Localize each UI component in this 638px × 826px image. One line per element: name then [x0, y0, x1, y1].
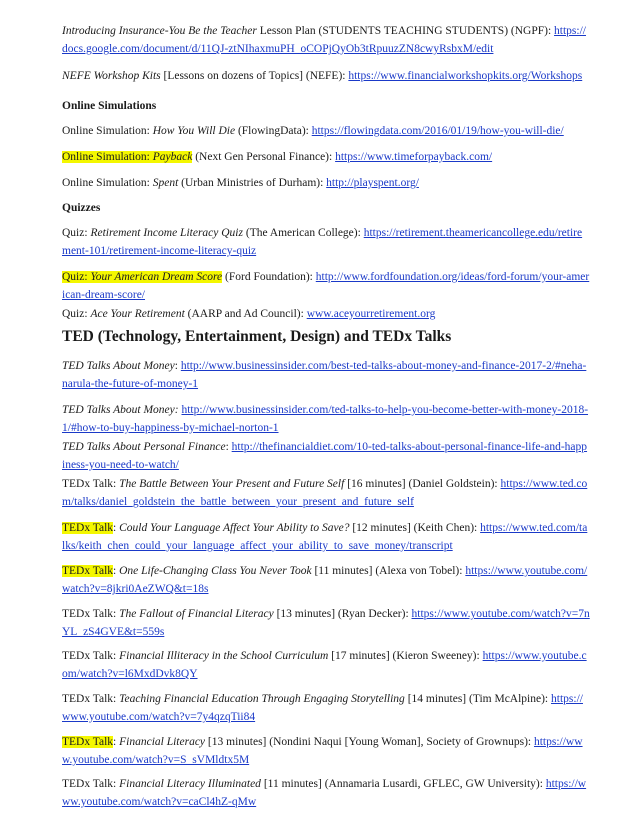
entry-text: TEDx Talk [62, 736, 114, 748]
resource-entry [62, 268, 590, 304]
resource-link[interactable]: https://www.youtube.com/watch?v=7y4qzqTii84 [62, 693, 583, 723]
resource-link[interactable]: http://www.fordfoundation.org/ideas/ford-forum/your-american-dream-score/ [62, 271, 590, 301]
entry-text: Online Simulation: [62, 125, 153, 137]
resource-link[interactable]: http://www.businessinsider.com/best-ted-talks-about-money-and-finance-2017-2/#neha-narula-the-future-of-money-1 [62, 360, 587, 390]
resource-entry [62, 305, 590, 323]
entry-text: [12 minutes] (Keith Chen): [349, 522, 481, 534]
resource-link[interactable]: http://www.businessinsider.com/ted-talks-to-help-you-become-better-with-money-2018-1/#how-to-buy-happiness-by-michael-norton-1 [62, 404, 589, 434]
resource-link[interactable]: https://flowingdata.com/2016/01/19/how-you-will-die/ [311, 125, 564, 137]
entry-text: [11 minutes] (Alexa von Tobel): [311, 565, 466, 577]
resource-link[interactable]: https://www.youtube.com/watch?v=7nYL_zS4GVE&t=559s [62, 608, 590, 638]
entry-text: Quiz: [62, 308, 91, 320]
resource-entry [62, 67, 590, 85]
section-heading-ted: TED (Technology, Entertainment, Design) and TEDx Talks [62, 328, 452, 345]
resource-entry [62, 519, 590, 555]
entry-text: [13 minutes] (Ryan Decker): [273, 608, 412, 620]
resource-title: Retirement Income Literacy Quiz [90, 227, 243, 239]
resource-link[interactable]: https://www.ted.com/talks/daniel_goldstein_the_battle_between_your_present_and_future_self [62, 478, 588, 508]
entry-text: (FlowingData): [235, 125, 312, 137]
resource-link[interactable]: https://www.ted.com/talks/keith_chen_could_your_language_affect_your_ability_to_save_money/transcript [62, 522, 588, 552]
resource-title: Could Your Language Affect Your Ability to Save? [119, 522, 350, 534]
resource-entry [62, 357, 590, 393]
resource-entry [62, 475, 590, 511]
entry-text: [14 minutes] (Tim McAlpine): [404, 693, 552, 705]
resource-link[interactable]: https://www.timeforpayback.com/ [335, 151, 493, 163]
resource-entry [62, 401, 590, 437]
resource-entry [62, 174, 590, 192]
resource-link[interactable]: http://playspent.org/ [326, 177, 419, 189]
entry-text: TEDx Talk: [62, 778, 120, 790]
resource-entry [62, 775, 590, 811]
entry-text: Lesson Plan (STUDENTS TEACHING STUDENTS) (NGPF): [256, 25, 555, 37]
resource-link[interactable]: https://docs.google.com/document/d/11QJ-ztNIhaxmuPH_oCOPjQyOb3tRpuuzZN8cwyRsbxM/edit [62, 25, 586, 55]
entry-text: Quiz: [62, 271, 91, 283]
resource-entry [62, 562, 590, 598]
resource-title: NEFE Workshop Kits [62, 70, 161, 82]
entry-text: Quiz: [62, 227, 91, 239]
resource-title: Ace Your Retirement [90, 308, 185, 320]
entry-text: [11 minutes] (Annamaria Lusardi, GFLEC, GW University): [260, 778, 546, 790]
resource-title: Financial Illiteracy in the School Curriculum [119, 650, 329, 662]
entry-text: : [225, 441, 232, 453]
entry-text: : [113, 565, 120, 577]
resource-link[interactable]: https://www.youtube.com/watch?v=l6MxdDvk8QY [62, 650, 587, 680]
resource-link[interactable]: http://thefinancialdiet.com/10-ted-talks-about-personal-finance-life-and-happiness-you-need-to-watch/ [62, 441, 588, 471]
resource-title: Payback [152, 151, 193, 163]
resource-link[interactable]: https://www.financialworkshopkits.org/Workshops [348, 70, 583, 82]
resource-entry [62, 22, 590, 58]
entry-text: (The American College): [242, 227, 364, 239]
entry-text: (Ford Foundation): [222, 271, 316, 283]
resource-entry [62, 647, 590, 683]
entry-text: TEDx Talk: [62, 650, 120, 662]
entry-text: Online Simulation: [62, 177, 153, 189]
entry-text: TEDx Talk [62, 522, 114, 534]
entry-text: TEDx Talk: [62, 608, 120, 620]
resource-title: Spent [152, 177, 179, 189]
resource-entry [62, 690, 590, 726]
section-heading: Online Simulations [62, 100, 157, 112]
resource-title: Financial Literacy [119, 736, 206, 748]
entry-text: [16 minutes] (Daniel Goldstein): [344, 478, 501, 490]
resource-title: The Fallout of Financial Literacy [119, 608, 274, 620]
resource-entry [62, 122, 590, 140]
resource-title: How You Will Die [152, 125, 236, 137]
entry-text: [Lessons on dozens of Topics] (NEFE): [160, 70, 349, 82]
resource-title: TED Talks About Personal Finance [62, 441, 226, 453]
entry-text: TEDx Talk [62, 565, 114, 577]
resource-title: TED Talks About Money [62, 360, 175, 372]
entry-text: (Urban Ministries of Durham): [178, 177, 327, 189]
resource-link[interactable]: www.aceyourretirement.org [306, 308, 436, 320]
resource-title: Financial Literacy Illuminated [119, 778, 261, 790]
resource-link[interactable]: https://retirement.theamericancollege.edu/retirement-101/retirement-income-literacy-quiz [62, 227, 583, 257]
resource-entry [62, 733, 590, 769]
resource-title: Introducing Insurance-You Be the Teacher [62, 25, 257, 37]
entry-text: (AARP and Ad Council): [184, 308, 307, 320]
entry-text: (Next Gen Personal Finance): [192, 151, 336, 163]
resource-title: The Battle Between Your Present and Future Self [119, 478, 345, 490]
resource-link[interactable]: https://www.youtube.com/watch?v=S_sVMldtx5M [62, 736, 583, 766]
resource-title: TED Talks About Money: [62, 404, 179, 416]
section-heading: Quizzes [62, 202, 101, 214]
resource-title: Teaching Financial Education Through Engaging Storytelling [119, 693, 405, 705]
resource-entry [62, 224, 590, 260]
entry-text: : [113, 736, 120, 748]
resource-link[interactable]: https://www.youtube.com/watch?v=8jkri0AeZWQ&t=18s [62, 565, 588, 595]
entry-text: [13 minutes] (Nondini Naqui [Young Woman], Society of Grownups): [205, 736, 534, 748]
entry-text: Online Simulation: [62, 151, 153, 163]
resource-entry [62, 438, 590, 474]
entry-text: : [113, 522, 120, 534]
resource-title: One Life-Changing Class You Never Took [119, 565, 312, 577]
resource-entry [62, 605, 590, 641]
resource-title: Your American Dream Score [90, 271, 223, 283]
resource-entry [62, 148, 590, 166]
entry-text: TEDx Talk: [62, 693, 120, 705]
entry-text: [17 minutes] (Kieron Sweeney): [328, 650, 483, 662]
resource-link[interactable]: https://www.youtube.com/watch?v=caCl4hZ-qMw [62, 778, 587, 808]
entry-text: TEDx Talk: [62, 478, 120, 490]
entry-text: : [174, 360, 181, 372]
